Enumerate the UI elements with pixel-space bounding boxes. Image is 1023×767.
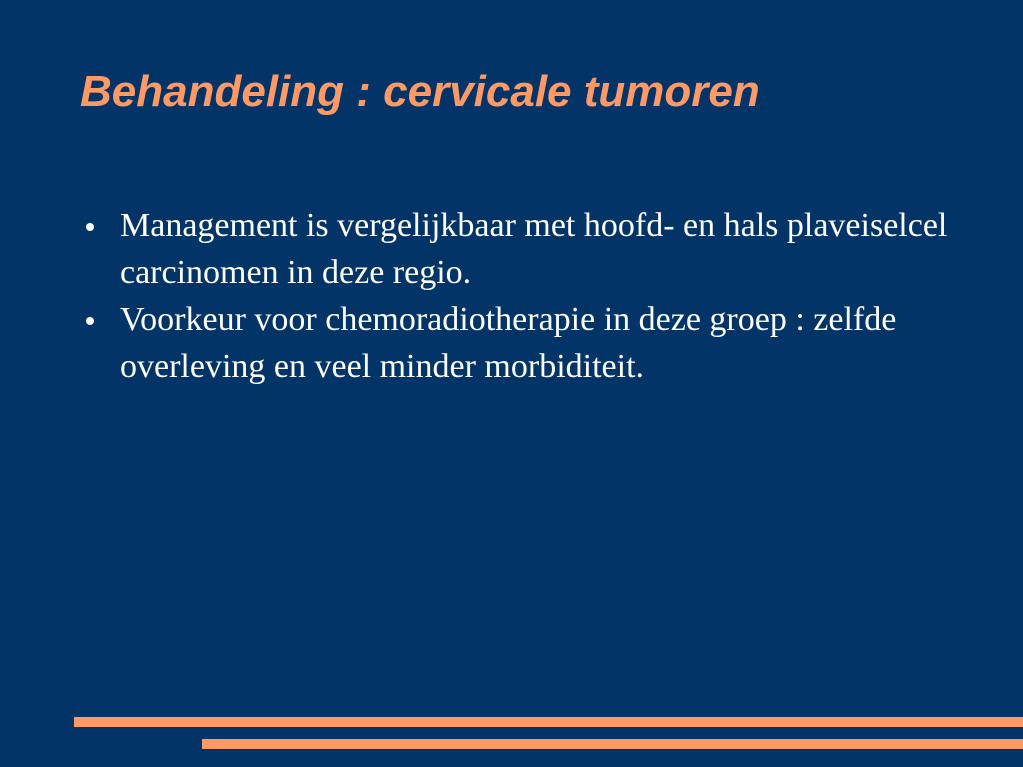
bullet-text: Management is vergelijkbaar met hoofd- en hals plaveiselcel carcinomen in deze regio.: [120, 207, 948, 291]
slide-title: Behandeling : cervicale tumoren: [80, 67, 760, 116]
bullet-dot-icon: [86, 223, 94, 231]
bullet-item: [86, 202, 986, 296]
bullet-text: Voorkeur voor chemoradiotherapie in deze groep : zelfde overleving en veel minder morbiditeit.: [120, 301, 897, 385]
bullet-list: [86, 202, 986, 390]
bullet-item: [86, 296, 986, 390]
decorative-bar-bottom: [202, 739, 1023, 749]
bullet-dot-icon: [86, 317, 94, 325]
decorative-bar-top: [74, 717, 1023, 727]
